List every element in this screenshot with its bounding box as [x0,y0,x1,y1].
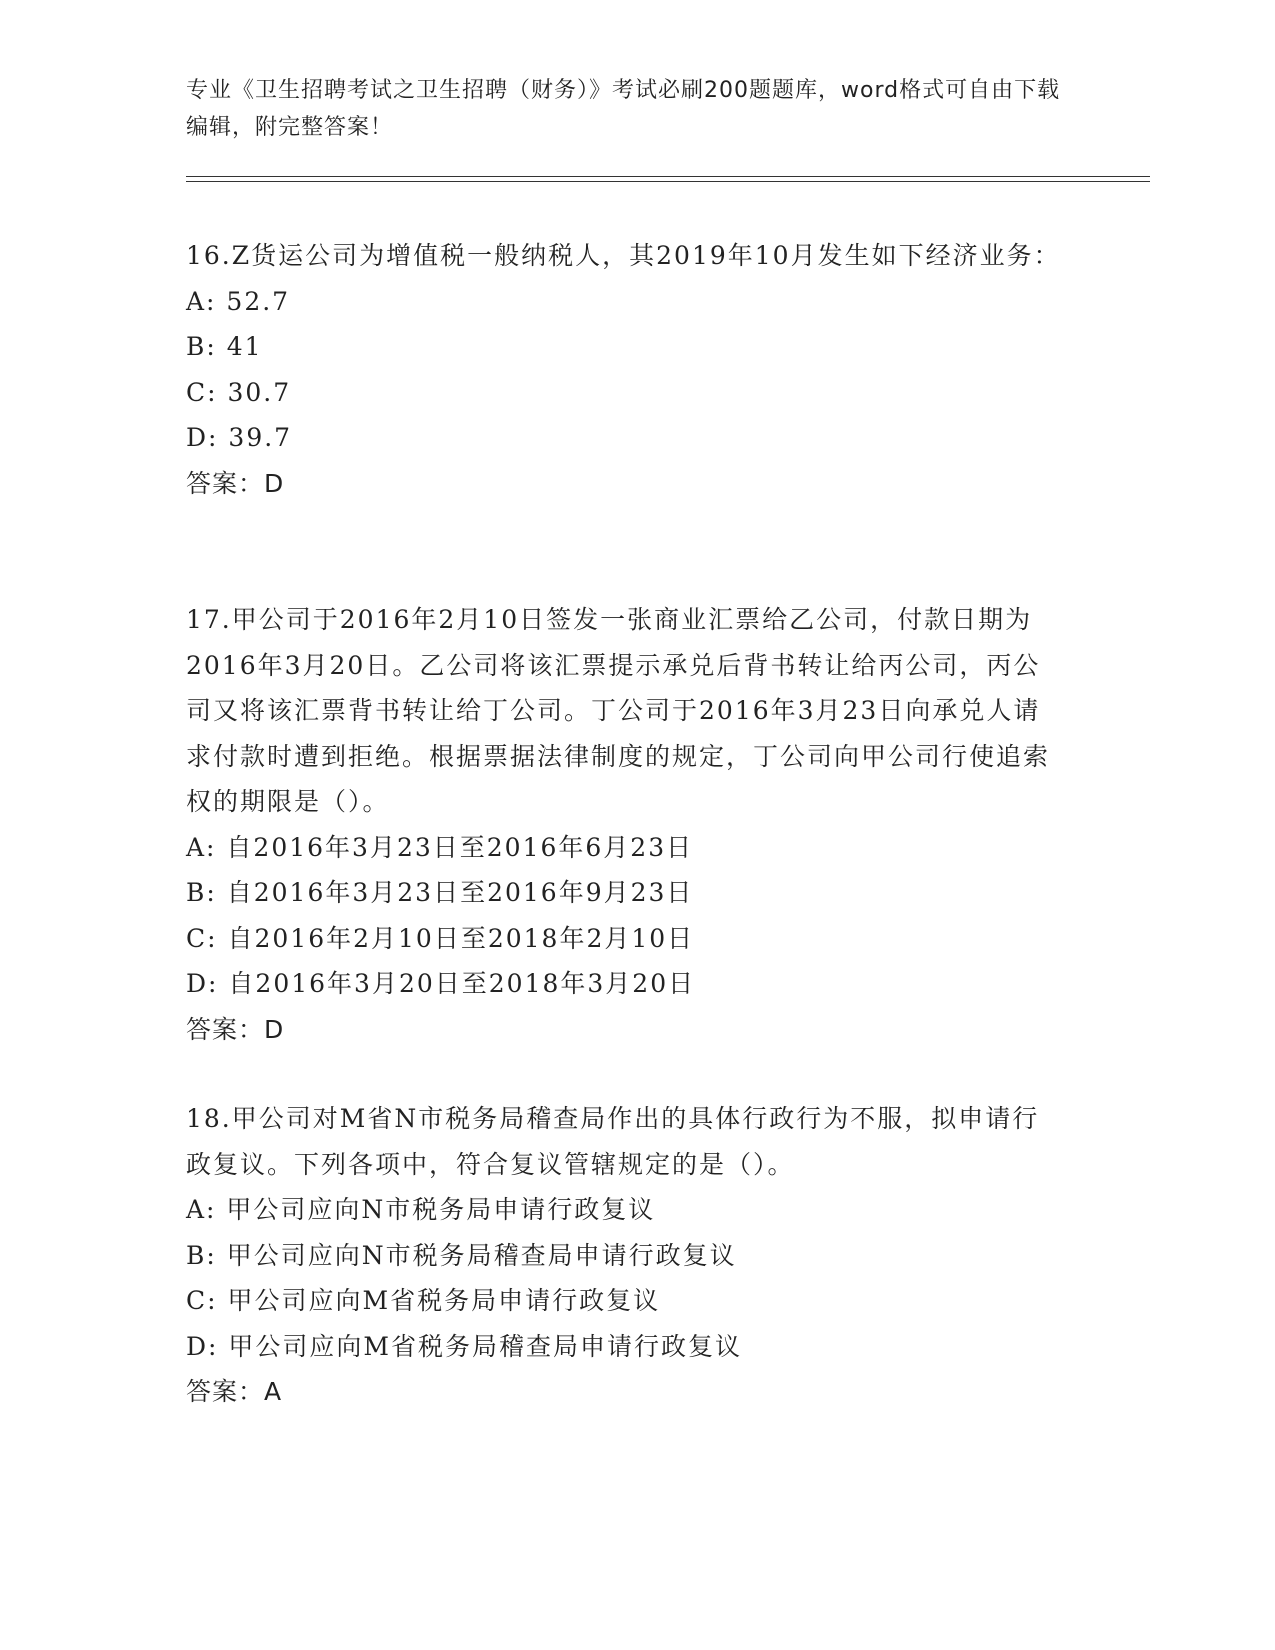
option-b: B: 自2016年3月23日至2016年9月23日 [186,878,694,907]
option-b: B: 甲公司应向N市税务局稽查局申请行政复议 [186,1240,737,1270]
question-stem: 18.甲公司对M省N市税务局稽查局作出的具体行政行为不服，拟申请行政复议。下列各项中，符合复议管辖规定的是（）。 [186,1104,1040,1179]
option-c: C: 30.7 [186,377,292,407]
option-b: B: 41 [186,332,263,361]
option-a: A: 自2016年3月23日至2016年6月23日 [186,832,694,862]
option-a: A: 甲公司应向N市税务局申请行政复议 [186,1195,656,1224]
header-divider-bottom [186,181,1150,182]
question-stem: 17.甲公司于2016年2月10日签发一张商业汇票给乙公司，付款日期为2016年3月20日。乙公司将该汇票提示承兑后背书转让给丙公司，丙公司又将该汇票背书转让给丁公司。丁公司于2016年3月23日向承兑人请求付款时遭到拒绝。根据票据法律制度的规定，丁公司向甲公司行使追索权的期限是（）。 [186,605,1051,816]
question-17 [186,597,1066,1052]
option-d: D: 自2016年3月20日至2018年3月20日 [186,969,696,998]
answer: 答案：A [186,1377,283,1406]
option-c: C: 自2016年2月10日至2018年2月10日 [186,923,695,953]
header-divider-top [186,176,1150,177]
option-d: D: 39.7 [186,423,293,452]
question-16 [186,233,1066,506]
question-18 [186,1096,1066,1415]
header-text: 专业《卫生招聘考试之卫生招聘（财务）》考试必刷200题题库，word格式可自由下载编辑，附完整答案！ [186,78,1061,140]
answer: 答案：D [186,1014,285,1044]
answer: 答案：D [186,468,285,498]
question-stem: 16.Z货运公司为增值税一般纳税人，其2019年10月发生如下经济业务： [186,241,1061,270]
option-a: A: 52.7 [186,286,291,316]
document-header [186,72,1066,146]
option-c: C: 甲公司应向M省税务局申请行政复议 [186,1286,661,1315]
option-d: D: 甲公司应向M省税务局稽查局申请行政复议 [186,1331,743,1361]
